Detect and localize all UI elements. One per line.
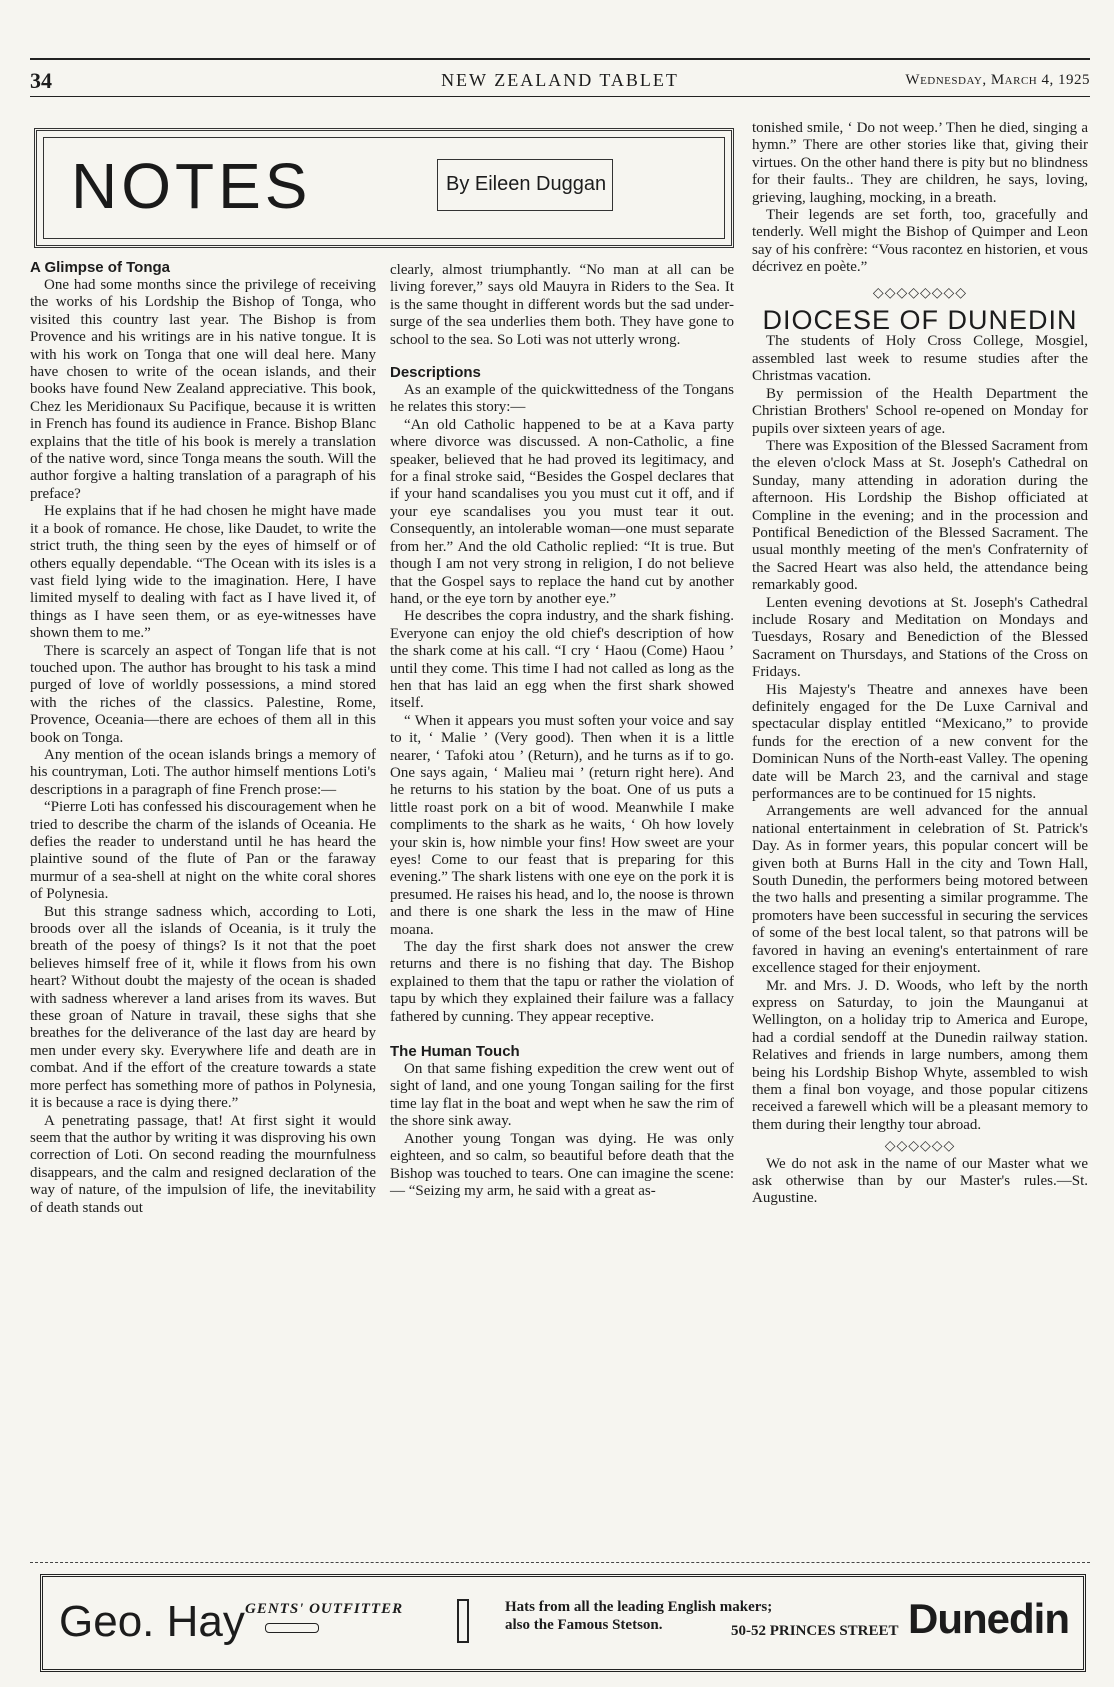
closing-quote: We do not ask in the name of our Master what we ask otherwise than by our Master's rules.—St. Augustine. bbox=[752, 1155, 1088, 1207]
paragraph: His Majesty's Theatre and annexes have been definitely engaged for the De Luxe Carnival and spectacular display entitled “Mexicano,” to provide funds for the erection of a new convent for the Dominican Nuns of the North-east Valley. The opening date will be March 23, and the carnival and stage performances are to be continued for 15 nights. bbox=[752, 681, 1088, 803]
paragraph: By permission of the Health Department the Christian Brothers' School re-opened on Monday for pupils over sixteen years of age. bbox=[752, 385, 1088, 437]
notes-header-box bbox=[34, 128, 734, 248]
separator-ornament: ◇◇◇◇◇◇ bbox=[884, 1139, 956, 1155]
paragraph: A penetrating passage, that! At first sight it would seem that the author by writing it was disproving his own correction of Loti. On second reading the mournfulness disappears, and the calm and resigned declaration of the way of nature, of the impulsion of life, the inevitability of death stands out bbox=[30, 1112, 376, 1216]
paragraph: Another young Tongan was dying. He was only eighteen, and so calm, so beautiful before death that the Bishop was touched to tears. One can imagine the scene:— “Seizing my arm, he said with a great as- bbox=[390, 1130, 734, 1199]
paragraph: He describes the copra industry, and the shark fishing. Everyone can enjoy the old chief's description of how the shark come at his call. “I cry ‘ Haou (Come) Haou ’ until they come. This time I had not called as long as the hen that has laid an egg when the first shark showed itself. bbox=[390, 608, 734, 712]
ad-business-name: Geo. Hay bbox=[59, 1597, 245, 1646]
paragraph: Arrangements are well advanced for the annual national entertainment in celebration of St. Patrick's Day. As in former years, this popular concert will be given both at Burns Hall in the city and Town Hall, South Dunedin, the performers being motored between the two halls and presenting a similar programme. The promoters have been successful in securing the services of some of the best local talent, so that patrons will be favored in having an evening's entertainment of rare excellence staged for their enjoyment. bbox=[752, 803, 1088, 977]
paper-title: NEW ZEALAND TABLET bbox=[441, 70, 679, 90]
column-3 bbox=[752, 120, 1088, 1208]
heading-human-touch: The Human Touch bbox=[390, 1043, 520, 1061]
paragraph: But this strange sadness which, according to Loti, broods over all the islands of Oceania, is it truly the breath of the poesy of things? Is it not that the poet believes himself free of it, while it flows from his own heart? Without doubt the majesty of the ocean is shaded with sadness wherever a land arises from its waves. But these groan of Nature in travail, these sighs that she breathes for the deliverance of the last day are heard by men under every sky. Everywhere life and death are in combat. And if the effort of the creature towards a state more perfect has something more of pathos in Polynesia, it is because a race is dying there.” bbox=[30, 903, 376, 1112]
heading-descriptions: Descriptions bbox=[390, 364, 481, 382]
issue-date: Wednesday, March 4, 1925 bbox=[905, 72, 1090, 88]
paragraph: “Pierre Loti has confessed his discouragement when he tried to describe the charm of the islands of Oceania. He defies the reader to understand until he has heard the plaintive sound of the flute of Pan or the faraway murmur of a sea-shell at night on the white coral shores of Polynesia. bbox=[30, 799, 376, 903]
notes-title: NOTES bbox=[71, 150, 312, 222]
page-number: 34 bbox=[30, 68, 52, 93]
paragraph: One had some months since the privilege of receiving the works of his Lordship the Bishop of Tonga, who visited this country last year. The Bishop is from Provence and his writings are in his native tongue. It is with his work on Tonga that one will deal here. Many have chosen to write of the ocean islands, and their books have found New Zealand appreciative. This book, Chez les Meridionaux Su Pacifique, because it is written in French has found its audience in France. Bishop Blanc explains that the title of his book is merely a translation of the native word, since Tonga means the south. Will the author forgive a halting translation of a paragraph of his preface? bbox=[30, 277, 376, 502]
paragraph: On that same fishing expedition the crew went out of sight of land, and one young Tongan sailing for the first time lay flat in the boat and wept when he saw the rim of the shore sink away. bbox=[390, 1061, 734, 1130]
paragraph: The day the first shark does not answer the crew returns and there is no fishing that day. The Bishop explained to them that the tapu or rather the violation of tapu by which they explained their failure was a fallacy fathered by cunning. They appear receptive. bbox=[390, 939, 734, 1025]
advertisement-box bbox=[40, 1574, 1086, 1672]
masthead-rule bbox=[30, 96, 1090, 97]
bottom-rule bbox=[30, 1562, 1090, 1563]
column-2 bbox=[390, 262, 734, 1200]
paragraph: He explains that if he had chosen he might have made it a book of romance. He chose, like Daudet, to write the strict truth, the thing seen by the eyes of himself or of others equally dependable. “The Ocean with its isles is a vast field lying wide to the imagination. Here, I have limited myself to dealing with fact as I have lived it, of things as I have seen them, or as eye-witnesses have shown them to me.” bbox=[30, 503, 376, 642]
ad-address: 50-52 PRINCES STREET bbox=[731, 1623, 899, 1639]
paragraph: As an example of the quickwittedness of the Tongans he relates this story:— bbox=[390, 382, 734, 416]
byline: By Eileen Duggan bbox=[446, 173, 607, 195]
ad-trade: GENTS' OUTFITTER bbox=[245, 1601, 404, 1617]
column-ornament-icon bbox=[457, 1599, 469, 1643]
ad-description-line-2: also the Famous Stetson. bbox=[505, 1617, 663, 1633]
ad-description-line-1: Hats from all the leading English makers; bbox=[505, 1599, 773, 1615]
ad-city: Dunedin bbox=[908, 1595, 1069, 1642]
tape-measure-icon bbox=[265, 1623, 319, 1633]
masthead bbox=[30, 66, 1090, 96]
paragraph: Mr. and Mrs. J. D. Woods, who left by the north express on Saturday, to join the Maunganui at Wellington, on a holiday trip to America and Europe, had a cordial sendoff at the Dunedin railway station. Relatives and friends in large numbers, among them being his Lordship Bishop Whyte, assembled to wish them a final bon voyage, and those popular citizens received a farewell which will be a pleasant memory to them during their lengthy tour abroad. bbox=[752, 977, 1088, 1133]
paragraph: “ When it appears you must soften your voice and say to it, ‘ Malie ’ (Very good). Then when it is a little nearer, ‘ Tafoki atou ’ (Return), and he turns as if to go. One says again, ‘ Malieu mai ’ (return right here). And he returns to his station by the boat. One of us puts a little roast pork on a bit of wood. Meanwhile I make compliments to the shark as he waits, ‘ Oh how lovely your skin is, how nimble your fins! How sweet are your eyes! Come to our feast that is preparing for this evening.” The shark listens with one eye on the pork it is presumed. He raises his head, and lo, the noose is thrown and there is one shark the less in the maw of Hine moana. bbox=[390, 712, 734, 938]
byline-box bbox=[437, 159, 613, 211]
top-rule bbox=[30, 58, 1090, 60]
paragraph: Their legends are set forth, too, gracefully and tenderly. Well might the Bishop of Quimper and Leon say of his confrère: “Vous racontez en historien, et vous décrivez en poète.” bbox=[752, 207, 1088, 276]
paragraph: clearly, almost triumphantly. “No man at all can be living forever,” says old Mauyra in Riders to the Sea. It is the same thought in different words but the sad under-surge of the sea underlies them both. They have gone to school to the sea. So Loti was not utterly wrong. bbox=[390, 262, 734, 348]
diocese-heading: DIOCESE OF DUNEDIN bbox=[762, 305, 1078, 336]
heading-glimpse-of-tonga: A Glimpse of Tonga bbox=[30, 259, 171, 276]
paragraph: Lenten evening devotions at St. Joseph's Cathedral include Rosary and Meditation on Mondays and Tuesdays, Rosary and Benediction of the Blessed Sacrament on Thursdays, and Stations of the Cross on Fridays. bbox=[752, 594, 1088, 681]
paragraph: tonished smile, ‘ Do not weep.’ Then he died, singing a hymn.” There are other stories like that, giving their virtues. On the other hand there is pity but no blindness for their faults.. They are children, he says, loving, grieving, laughing, mocking, in a breath. bbox=[752, 120, 1088, 206]
column-1 bbox=[30, 258, 376, 1217]
paragraph: Any mention of the ocean islands brings a memory of his countryman, Loti. The author himself mentions Loti's descriptions in a paragraph of fine French prose:— bbox=[30, 746, 376, 798]
separator-ornament: ◇◇◇◇◇◇◇◇ bbox=[872, 285, 968, 301]
paragraph: “An old Catholic happened to be at a Kava party where divorce was discussed. A non-Catholic, a fine speaker, believed that he had proved its legitimacy, and for a final stroke said, “Besides the Gospel declares that if your hand scandalises you you must cut it off, and if your eye scandalises you you must tear it out. Consequently, an intolerable woman—one must separate from her.” And the old Catholic replied: “It is true. But though I am not very strong in religion, I do not believe that the Gospel says to replace the hand cut by another hand, or the eye torn by another eye.” bbox=[390, 416, 734, 607]
paragraph: The students of Holy Cross College, Mosgiel, assembled last week to resume studies after the Christmas vacation. bbox=[752, 333, 1088, 385]
paragraph: There is scarcely an aspect of Tongan life that is not touched upon. The author has brought to his task a mind purged of love of worldly possessions, a mind stored with the riches of the classics. Palestine, Rome, Provence, Oceania—there are echoes of them all in this book on Tonga. bbox=[30, 642, 376, 746]
paragraph: There was Exposition of the Blessed Sacrament from the eleven o'clock Mass at St. Joseph's Cathedral on Sunday, many attending in adoration during the afternoon. His Lordship the Bishop officiated at Compline in the evening; and in the procession and Pontifical Benediction of the Blessed Sacrament. The usual monthly meeting of the men's Confraternity of the Sacred Heart was also held, the attendance being remarkably good. bbox=[752, 437, 1088, 594]
